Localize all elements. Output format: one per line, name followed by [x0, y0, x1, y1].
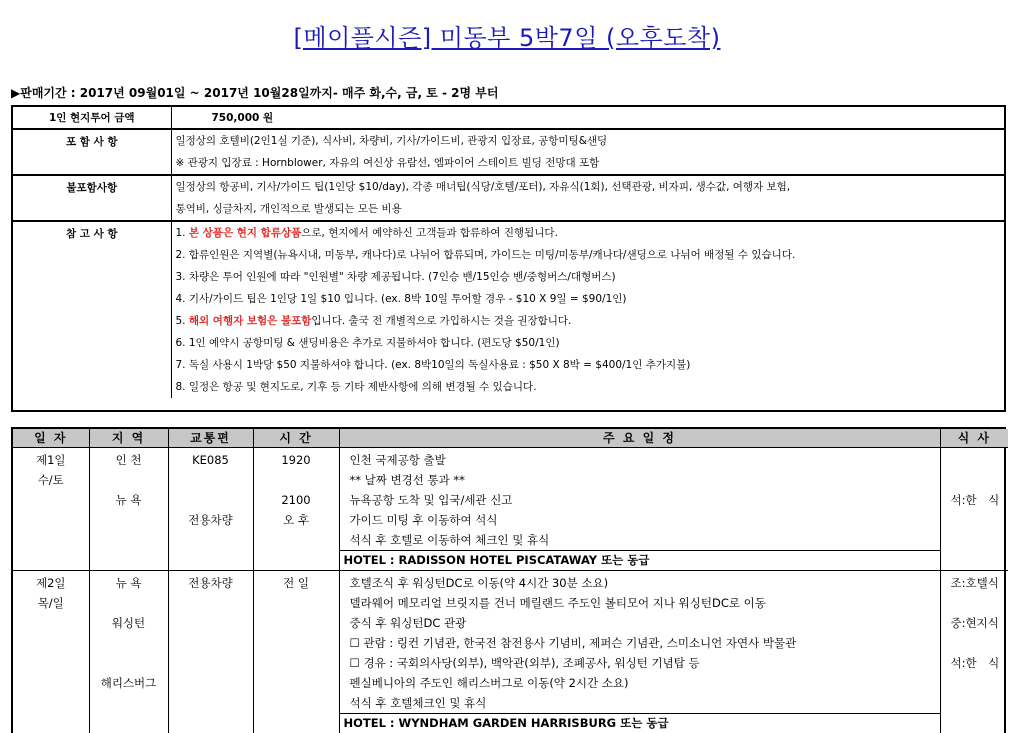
header-region: 지 역: [89, 429, 168, 447]
day-row-2: [13, 570, 1008, 733]
note-item: 2. 합류인원은 지역별(뉴욕시내, 미동부, 캐나다)로 나뉘어 합류되며, 가이드는 미팅/미동부/캐나다/샌딩으로 나뉘어 배정될 수 있습니다.: [175, 249, 796, 261]
day-plan: 인천 국제공항 출발 ** 날짜 변경선 통과 ** 뉴욕공항 도착 및 입국/세관 신고 가이드 미팅 후 이동하여 석식 석식 후 호텔로 이동하여 체크인 및 휴식 HOTEL : RADISSON HOTEL PISCATAWAY 또는 동급: [339, 447, 940, 570]
exclude-line: 통역비, 싱글차지, 개인적으로 발생되는 모든 비용: [175, 203, 402, 215]
note-item: 3. 차량은 투어 인원에 따라 "인원별" 차량 제공됩니다. (7인승 밴/15인승 밴/중형버스/대형버스): [175, 271, 616, 283]
day-date: 제2일 목/일: [35, 575, 66, 610]
note-item: 7. 독실 사용시 1박당 $50 지불하셔야 합니다. (ex. 8박10일의 독실사용료 : $50 X 8박 = $400/1인 추가지불): [175, 359, 691, 371]
schedule-table: [11, 427, 1006, 733]
exclude-row: [13, 175, 1004, 221]
include-label: 포 함 사 항: [13, 129, 171, 175]
day-meal: 조:호텔식 중:현지식 석:한 식: [940, 570, 1008, 733]
header-meal: 식 사: [940, 429, 1008, 447]
day-region: 인 천 뉴 욕: [89, 447, 168, 570]
day-time: 1920 2100 오 후: [253, 447, 339, 570]
header-date: 일 자: [13, 429, 89, 447]
exclude-line: 일정상의 항공비, 기사/가이드 팁(1인당 $10/day), 각종 매너팁(식당/호텔/포터), 자유식(1회), 선택관광, 비자피, 생수값, 여행자 보험,: [175, 181, 791, 193]
day-region: 뉴 욕 워싱턴 해리스버그: [89, 570, 168, 733]
note-highlight: 본 상품은 현지 합류상품: [188, 227, 302, 239]
day-time: 전 일: [253, 570, 339, 733]
exclude-label: 불포함사항: [13, 175, 171, 221]
notes-label: 참 고 사 항: [65, 228, 118, 240]
price-label: 1인 현지투어 금액: [13, 107, 171, 129]
day-meal: 석:한 식: [940, 447, 1008, 570]
header-time: 시 간: [253, 429, 339, 447]
sales-period: ▶판매기간 : 2017년 09월01일 ~ 2017년 10월28일까지- 매주 화,수, 금, 토 - 2명 부터: [11, 86, 499, 100]
include-line: 일정상의 호텔비(2인1실 기준), 식사비, 차량비, 기사/가이드비, 관광지 입장료, 공항미팅&샌딩: [175, 135, 608, 147]
day-date: 제1일 수/토: [13, 447, 89, 570]
price-value: 750,000 원: [171, 107, 1004, 129]
day-plan: 호텔조식 후 워싱턴DC로 이동(약 4시간 30분 소요) 델라웨어 메모리얼 브릿지를 건너 메릴랜드 주도인 볼티모어 지나 워싱턴DC로 이동 중식 후 워싱턴DC 관광 ☐ 관람 : 링컨 기념관, 한국전 참전용사 기념비, 제퍼슨 기념관, 스미소니언 자연사 박물관 ☐ 경유 : 국회의사당(외부), 백악관(외부), 조폐공사, 워싱턴 기념탑 등 펜실베니아의 주도인 해리스버그로 이동(약 2시간 소요) 석식 후 호텔체크인 및 휴식 HOTEL : WYNDHAM GARDEN HARRISBURG 또는 동급: [339, 570, 940, 733]
hotel-line: HOTEL : RADISSON HOTEL PISCATAWAY 또는 동급: [340, 550, 940, 570]
page-title: [메이플시즌] 미동부 5박7일 (오후도착): [293, 24, 721, 52]
include-row: [13, 129, 1004, 175]
note-item: 1. 본 상품은 현지 합류상품으로, 현지에서 예약하신 고객들과 합류하여 진행됩니다.: [175, 227, 558, 239]
price-row: [13, 107, 1004, 129]
day-transport: KE085 전용차량: [168, 447, 253, 570]
note-item: 8. 일정은 항공 및 현지도로, 기후 등 기타 제반사항에 의해 변경될 수 있습니다.: [175, 381, 537, 393]
day-row-1: [13, 447, 1008, 570]
info-box: [11, 105, 1006, 412]
header-transport: 교통편: [168, 429, 253, 447]
notes-row: [13, 221, 1004, 398]
note-item: 5. 해외 여행자 보험은 불포함입니다. 출국 전 개별적으로 가입하시는 것을 권장합니다.: [175, 315, 572, 327]
note-item: 4. 기사/가이드 팁은 1인당 1일 $10 입니다. (ex. 8박 10일 투어할 경우 - $10 X 9일 = $90/1인): [175, 293, 627, 305]
day-transport: 전용차량: [168, 570, 253, 733]
hotel-line: HOTEL : WYNDHAM GARDEN HARRISBURG 또는 동급: [340, 713, 940, 733]
note-highlight: 해외 여행자 보험은 불포함: [188, 315, 312, 327]
schedule-header: [13, 429, 1008, 447]
header-plan: 주 요 일 정: [339, 429, 940, 447]
include-line: ※ 관광지 입장료 : Hornblower, 자유의 여신상 유람선, 엠파이어 스테이트 빌딩 전망대 포함: [175, 157, 600, 169]
note-item: 6. 1인 예약시 공항미팅 & 샌딩비용은 추가로 지불하셔야 합니다. (편도당 $50/1인): [175, 337, 560, 349]
